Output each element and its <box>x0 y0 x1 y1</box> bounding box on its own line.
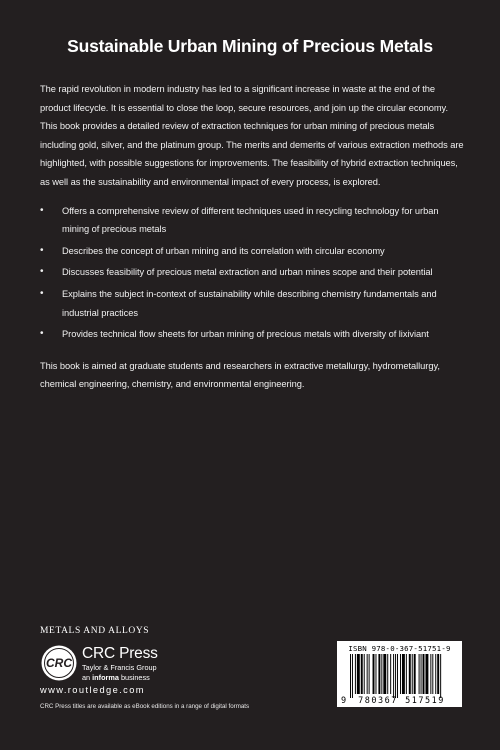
series-name: METALS AND ALLOYS <box>40 626 150 636</box>
feature-text: Discusses feasibility of precious metal extraction and urban mines scope and their potential <box>62 267 433 278</box>
barcode-bar <box>402 654 405 694</box>
publisher-name: CRC Press <box>82 645 158 662</box>
barcode-bar <box>364 654 365 694</box>
logo-text: CRC <box>46 656 72 670</box>
business-prefix: an <box>82 672 91 682</box>
barcode-bar <box>419 654 420 694</box>
barcode-bar <box>409 654 411 694</box>
barcode-bar <box>367 654 368 694</box>
publisher-website: www.routledge.com <box>40 685 145 695</box>
barcode-bar <box>369 654 370 694</box>
publisher-business <box>82 673 158 683</box>
bullet-icon: • <box>40 328 44 340</box>
barcode-bar <box>361 654 363 694</box>
barcode-bar <box>393 654 394 698</box>
feature-item <box>40 242 466 261</box>
barcode-bar <box>437 654 439 694</box>
barcode-bar <box>381 654 382 694</box>
bullet-icon: • <box>40 204 44 216</box>
bullet-icon: • <box>40 244 44 256</box>
barcode-bar <box>432 654 433 694</box>
barcode-bar <box>430 654 431 694</box>
barcode-bar <box>373 654 375 694</box>
isbn-right-group: 517519 <box>405 696 445 706</box>
feature-list <box>40 202 466 344</box>
audience-paragraph: This book is aimed at graduate students and researchers in extractive metallurgy, hydrometallurgy, chemical engineering, chemistry, and environmental engineering. <box>40 360 440 390</box>
barcode-bar <box>390 654 391 694</box>
barcode-bar <box>350 654 351 698</box>
barcode-bar <box>397 654 398 698</box>
isbn-barcode <box>337 641 462 707</box>
barcode-bar <box>395 654 396 698</box>
barcode-bar <box>412 654 413 694</box>
isbn-label: ISBN 978-0-367-51751-9 <box>348 644 451 653</box>
book-title: Sustainable Urban Mining of Precious Metals <box>67 36 433 56</box>
isbn-left-group: 780367 <box>358 696 398 706</box>
feature-text: Provides technical flow sheets for urban mining of precious metals with diversity of lixiviant <box>62 329 429 340</box>
barcode-bar <box>406 654 407 694</box>
barcode-bar <box>423 654 425 694</box>
barcode-bar <box>421 654 422 694</box>
crc-press-logo-icon <box>40 644 78 682</box>
business-name: informa <box>92 672 119 682</box>
barcode-bar <box>378 654 380 694</box>
barcode-bar <box>355 654 356 694</box>
barcode-bar <box>383 654 386 694</box>
feature-text: Explains the subject in-context of sustainability while describing chemistry fundamentals and industrial practices <box>62 288 437 318</box>
barcode-bar <box>435 654 436 694</box>
bullet-icon: • <box>40 287 44 299</box>
barcode-bar <box>440 654 441 698</box>
feature-item <box>40 202 466 239</box>
ebook-footnote: CRC Press titles are available as eBook editions in a range of digital formats <box>40 703 250 710</box>
barcode-bar <box>375 654 376 694</box>
back-cover-description <box>40 80 466 394</box>
feature-item <box>40 285 466 322</box>
barcode-bar <box>352 654 353 698</box>
barcode-bar <box>425 654 428 694</box>
feature-text: Offers a comprehensive review of different techniques used in recycling technology for urban mining of precious metals <box>62 205 439 235</box>
barcode-graphic <box>337 641 462 707</box>
barcode-bar <box>387 654 388 694</box>
business-suffix: business <box>120 672 150 682</box>
feature-item <box>40 263 466 282</box>
feature-item <box>40 325 466 344</box>
bullet-icon: • <box>40 266 44 278</box>
publisher-block <box>82 646 158 682</box>
publisher-group: Taylor & Francis Group <box>82 663 157 672</box>
barcode-bar <box>357 654 360 694</box>
feature-text: Describes the concept of urban mining and its correlation with circular economy <box>62 245 385 256</box>
isbn-first-digit: 9 <box>341 696 347 706</box>
intro-paragraph: The rapid revolution in modern industry has led to a significant increase in waste at the end of the product lifecycle. It is essential to close the loop, secure resources, and join up the circular economy. This book provides a detailed review of extraction techniques for urban mining of precious metals including gold, silver, and the platinum group. The merits and demerits of various extraction methods are highlighted, with possible suggestions for improvements. The feasibility of hybrid extraction techniques, as well as the sustainability and environmental impact of every process, is explored. <box>40 84 464 187</box>
barcode-bar <box>414 654 416 694</box>
barcode-bar <box>400 654 401 694</box>
